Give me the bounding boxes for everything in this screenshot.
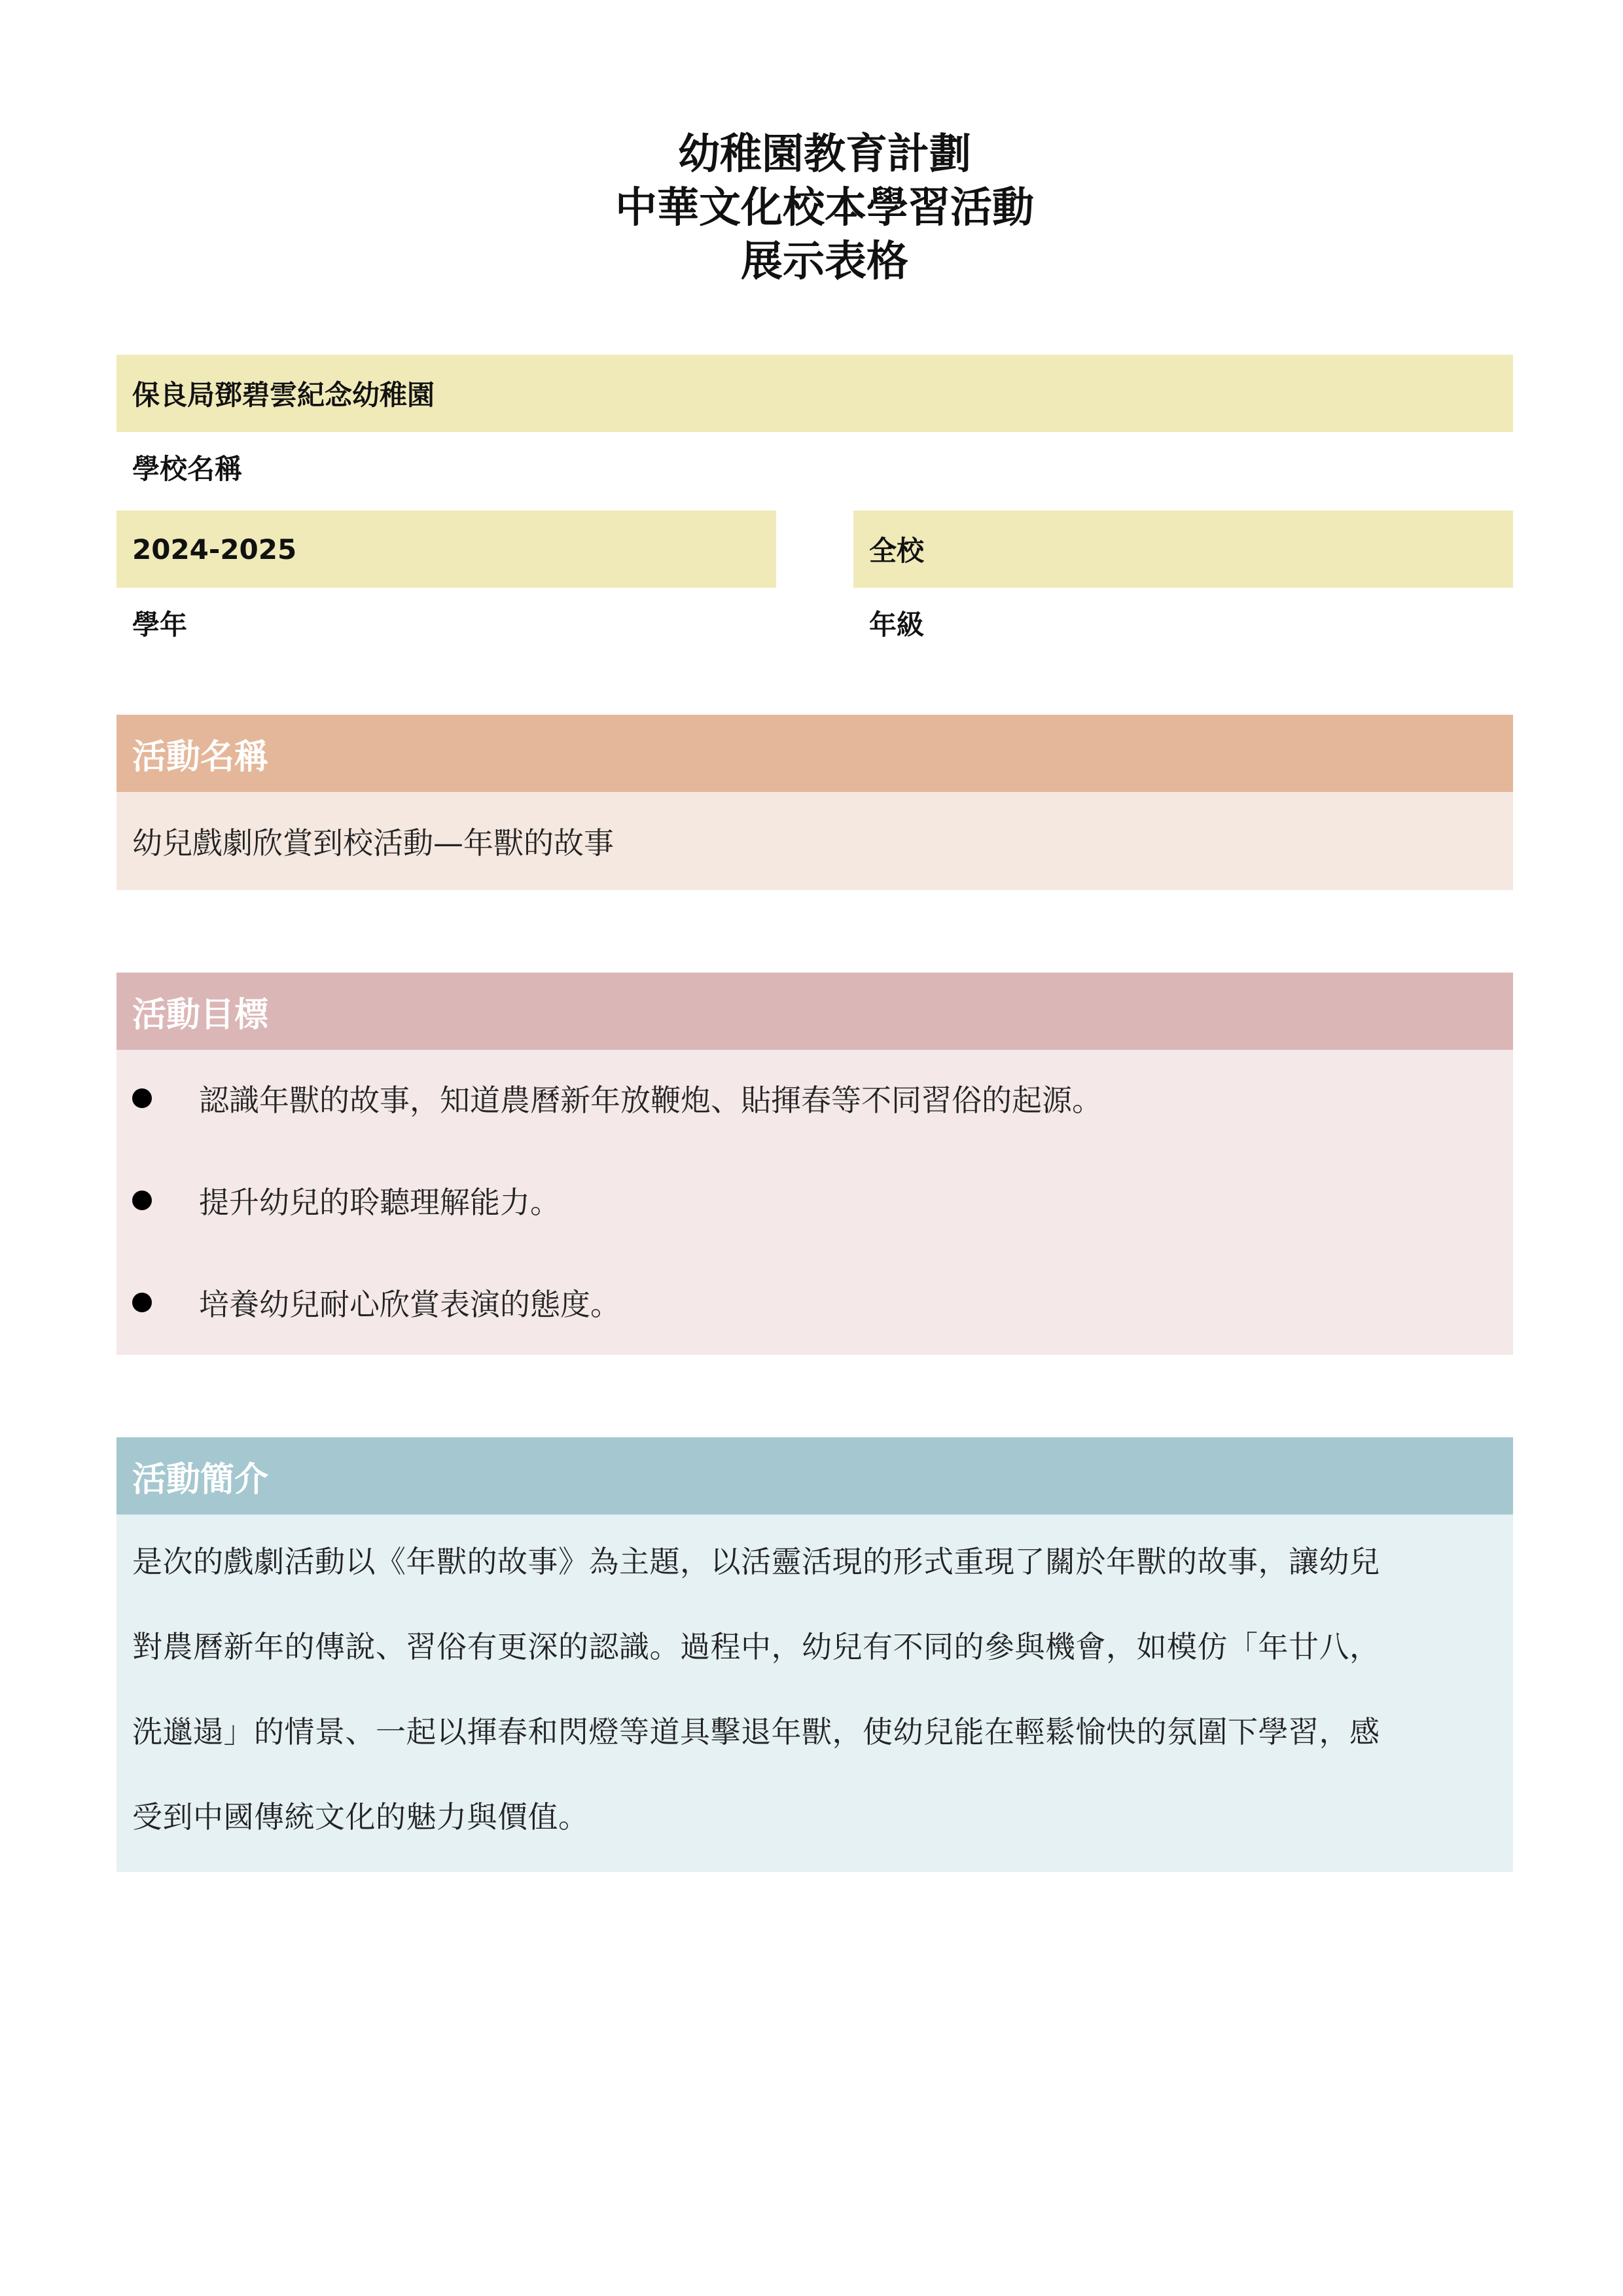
introduction-line: 是次的戲劇活動以《年獸的故事》為主題，以活靈活現的形式重現了關於年獸的故事，讓幼兒 xyxy=(132,1544,1380,1579)
school-year-label: 學年 xyxy=(132,609,188,641)
bullet-icon xyxy=(132,1088,152,1108)
school-year-value: 2024-2025 xyxy=(116,511,776,588)
activity-name-heading: 活動名稱 xyxy=(116,715,1513,792)
introduction-line: 對農曆新年的傳說、習俗有更深的認識。過程中，幼兒有不同的參與機會，如模仿「年廿八， xyxy=(132,1629,1380,1664)
introduction-heading: 活動簡介 xyxy=(116,1437,1513,1515)
objective-text: 提升幼兒的聆聽理解能力。 xyxy=(199,1185,560,1220)
objectives-list xyxy=(116,1050,1513,1355)
activity-name-value: 幼兒戲劇欣賞到校活動—年獸的故事 xyxy=(116,792,1513,890)
introduction-line: 受到中國傳統文化的魅力與價值。 xyxy=(132,1799,589,1835)
school-name-label: 學校名稱 xyxy=(132,453,243,485)
bullet-icon xyxy=(132,1191,152,1210)
bullet-icon xyxy=(132,1293,152,1312)
objective-item xyxy=(116,1276,1513,1329)
introduction-line: 洗邋遢」的情景、一起以揮春和閃燈等道具擊退年獸，使幼兒能在輕鬆愉快的氛圍下學習，感 xyxy=(132,1714,1380,1749)
objective-text: 認識年獸的故事，知道農曆新年放鞭炮、貼揮春等不同習俗的起源。 xyxy=(199,1083,1102,1118)
title-line-3: 展示表格 xyxy=(741,238,908,286)
school-name-value: 保良局鄧碧雲紀念幼稚園 xyxy=(116,355,1513,432)
objective-text: 培養幼兒耐心欣賞表演的態度。 xyxy=(199,1287,620,1322)
grade-value: 全校 xyxy=(853,511,1513,588)
title-line-2: 中華文化校本學習活動 xyxy=(615,184,1034,232)
objective-item xyxy=(116,1072,1513,1124)
document-title xyxy=(0,128,1623,289)
objective-item xyxy=(116,1174,1513,1227)
title-line-1: 幼稚園教育計劃 xyxy=(678,130,971,179)
introduction-body xyxy=(116,1515,1513,1872)
grade-label: 年級 xyxy=(869,609,925,641)
objectives-heading: 活動目標 xyxy=(116,973,1513,1050)
